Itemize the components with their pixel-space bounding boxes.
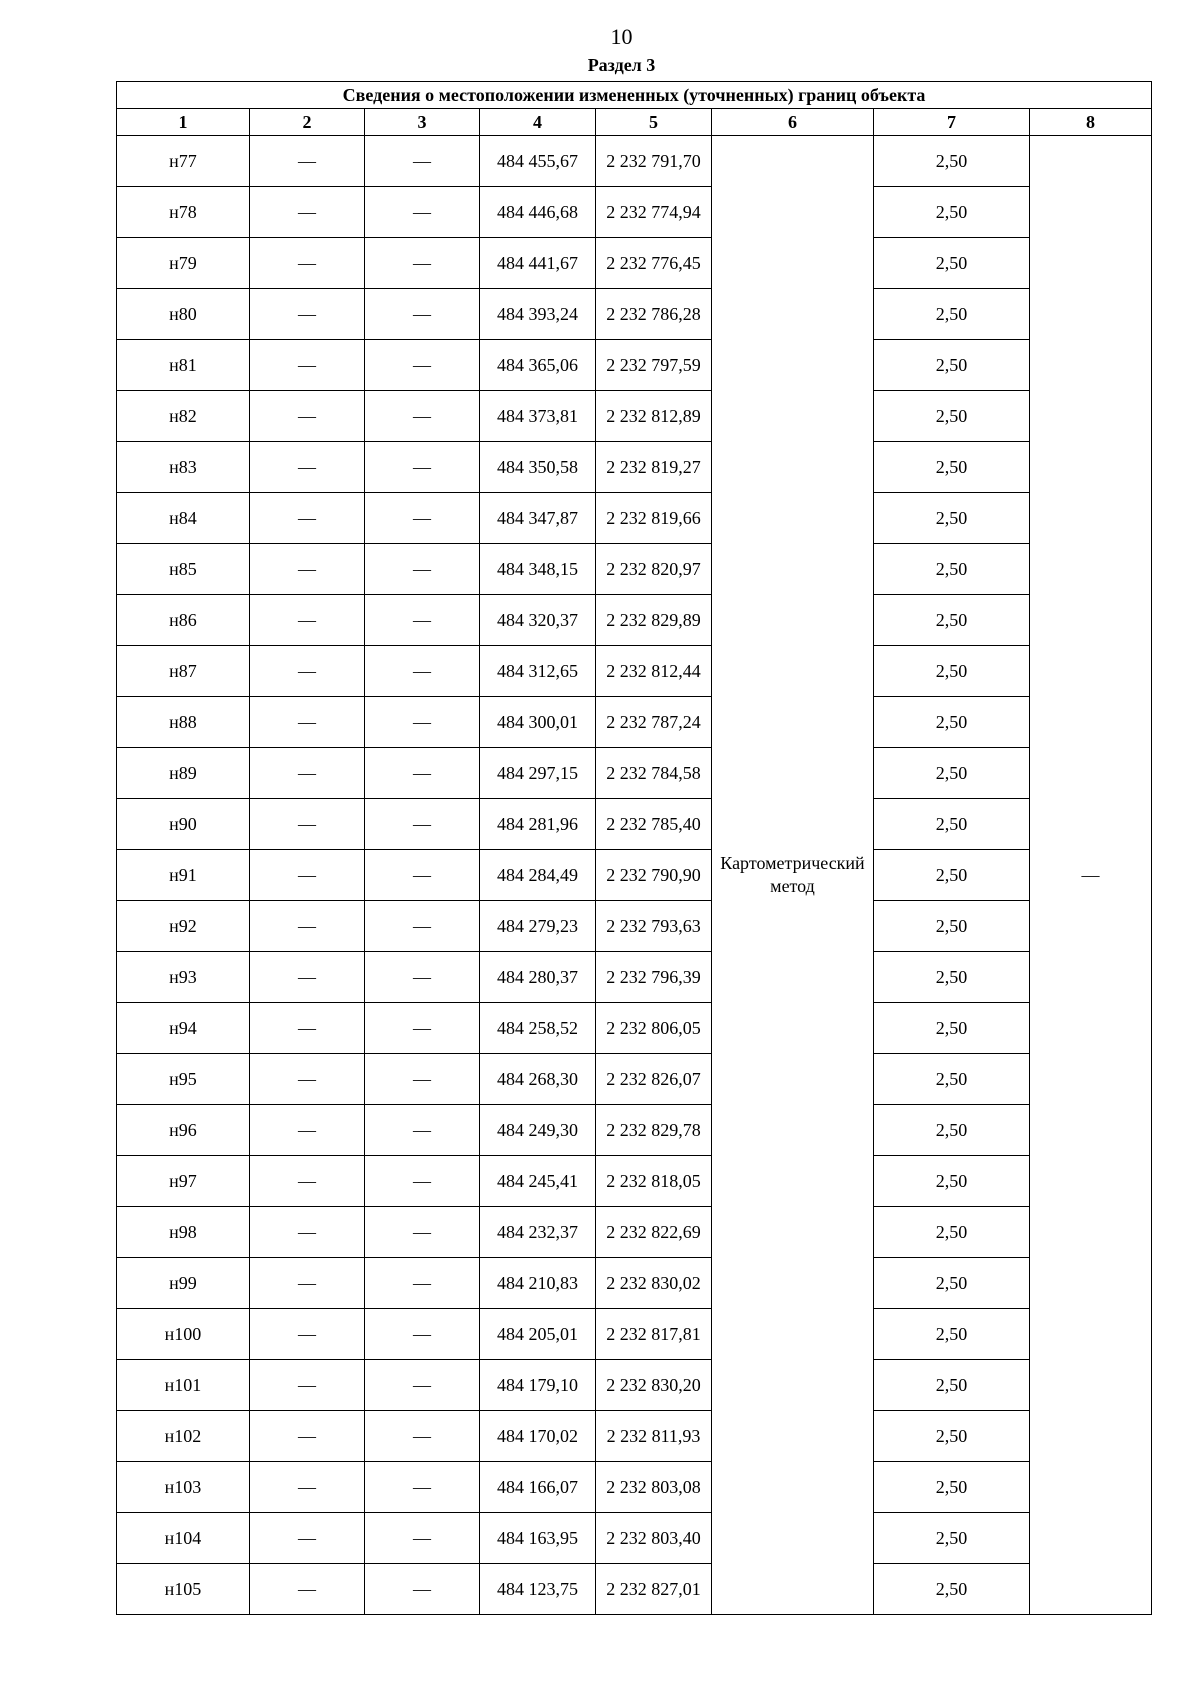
column-3-cell: — bbox=[365, 1258, 480, 1309]
column-3-cell: — bbox=[365, 1156, 480, 1207]
column-2-cell: — bbox=[250, 391, 365, 442]
point-number-cell: н94 bbox=[117, 1003, 250, 1054]
column-3-cell: — bbox=[365, 442, 480, 493]
point-number-cell: н105 bbox=[117, 1564, 250, 1615]
accuracy-cell: 2,50 bbox=[874, 493, 1030, 544]
point-number-cell: н90 bbox=[117, 799, 250, 850]
table-row bbox=[117, 1003, 1152, 1054]
table-row bbox=[117, 697, 1152, 748]
table-row bbox=[117, 544, 1152, 595]
column-3-cell: — bbox=[365, 391, 480, 442]
point-number-cell: н80 bbox=[117, 289, 250, 340]
point-number-cell: н99 bbox=[117, 1258, 250, 1309]
accuracy-cell: 2,50 bbox=[874, 1513, 1030, 1564]
table-row bbox=[117, 187, 1152, 238]
column-3-cell: — bbox=[365, 1309, 480, 1360]
table-row bbox=[117, 340, 1152, 391]
y-coordinate-cell: 2 232 819,27 bbox=[596, 442, 712, 493]
point-number-cell: н92 bbox=[117, 901, 250, 952]
table-row bbox=[117, 136, 1152, 187]
column-number: 3 bbox=[365, 109, 480, 136]
column-2-cell: — bbox=[250, 1003, 365, 1054]
column-3-cell: — bbox=[365, 289, 480, 340]
accuracy-cell: 2,50 bbox=[874, 1156, 1030, 1207]
x-coordinate-cell: 484 320,37 bbox=[480, 595, 596, 646]
method-cell: Картометрический метод bbox=[712, 136, 874, 1615]
table-row bbox=[117, 1411, 1152, 1462]
y-coordinate-cell: 2 232 803,08 bbox=[596, 1462, 712, 1513]
accuracy-cell: 2,50 bbox=[874, 136, 1030, 187]
table-row bbox=[117, 1360, 1152, 1411]
y-coordinate-cell: 2 232 811,93 bbox=[596, 1411, 712, 1462]
x-coordinate-cell: 484 281,96 bbox=[480, 799, 596, 850]
column-3-cell: — bbox=[365, 136, 480, 187]
accuracy-cell: 2,50 bbox=[874, 1564, 1030, 1615]
point-number-cell: н81 bbox=[117, 340, 250, 391]
x-coordinate-cell: 484 312,65 bbox=[480, 646, 596, 697]
accuracy-cell: 2,50 bbox=[874, 1003, 1030, 1054]
point-number-cell: н77 bbox=[117, 136, 250, 187]
point-number-cell: н88 bbox=[117, 697, 250, 748]
column-2-cell: — bbox=[250, 136, 365, 187]
accuracy-cell: 2,50 bbox=[874, 289, 1030, 340]
table-row bbox=[117, 1054, 1152, 1105]
point-number-cell: н103 bbox=[117, 1462, 250, 1513]
point-number-cell: н101 bbox=[117, 1360, 250, 1411]
x-coordinate-cell: 484 441,67 bbox=[480, 238, 596, 289]
table-row bbox=[117, 493, 1152, 544]
column-2-cell: — bbox=[250, 187, 365, 238]
table-row bbox=[117, 952, 1152, 1003]
table-row bbox=[117, 799, 1152, 850]
column-number: 1 bbox=[117, 109, 250, 136]
table-row bbox=[117, 1156, 1152, 1207]
x-coordinate-cell: 484 232,37 bbox=[480, 1207, 596, 1258]
table-row bbox=[117, 238, 1152, 289]
column-8-cell: — bbox=[1030, 136, 1152, 1615]
x-coordinate-cell: 484 268,30 bbox=[480, 1054, 596, 1105]
point-number-cell: н93 bbox=[117, 952, 250, 1003]
column-2-cell: — bbox=[250, 1309, 365, 1360]
column-3-cell: — bbox=[365, 1360, 480, 1411]
accuracy-cell: 2,50 bbox=[874, 850, 1030, 901]
column-3-cell: — bbox=[365, 1513, 480, 1564]
y-coordinate-cell: 2 232 786,28 bbox=[596, 289, 712, 340]
column-3-cell: — bbox=[365, 1564, 480, 1615]
column-2-cell: — bbox=[250, 1105, 365, 1156]
y-coordinate-cell: 2 232 822,69 bbox=[596, 1207, 712, 1258]
accuracy-cell: 2,50 bbox=[874, 952, 1030, 1003]
column-2-cell: — bbox=[250, 544, 365, 595]
accuracy-cell: 2,50 bbox=[874, 1105, 1030, 1156]
column-3-cell: — bbox=[365, 1411, 480, 1462]
column-2-cell: — bbox=[250, 1258, 365, 1309]
column-3-cell: — bbox=[365, 1003, 480, 1054]
point-number-cell: н78 bbox=[117, 187, 250, 238]
y-coordinate-cell: 2 232 797,59 bbox=[596, 340, 712, 391]
column-number: 6 bbox=[712, 109, 874, 136]
x-coordinate-cell: 484 245,41 bbox=[480, 1156, 596, 1207]
table-row bbox=[117, 1513, 1152, 1564]
column-2-cell: — bbox=[250, 595, 365, 646]
point-number-cell: н86 bbox=[117, 595, 250, 646]
x-coordinate-cell: 484 365,06 bbox=[480, 340, 596, 391]
x-coordinate-cell: 484 163,95 bbox=[480, 1513, 596, 1564]
column-3-cell: — bbox=[365, 187, 480, 238]
column-3-cell: — bbox=[365, 544, 480, 595]
accuracy-cell: 2,50 bbox=[874, 340, 1030, 391]
y-coordinate-cell: 2 232 829,89 bbox=[596, 595, 712, 646]
accuracy-cell: 2,50 bbox=[874, 1054, 1030, 1105]
column-3-cell: — bbox=[365, 901, 480, 952]
accuracy-cell: 2,50 bbox=[874, 1360, 1030, 1411]
column-2-cell: — bbox=[250, 1513, 365, 1564]
y-coordinate-cell: 2 232 796,39 bbox=[596, 952, 712, 1003]
table-row bbox=[117, 1309, 1152, 1360]
x-coordinate-cell: 484 393,24 bbox=[480, 289, 596, 340]
accuracy-cell: 2,50 bbox=[874, 391, 1030, 442]
column-2-cell: — bbox=[250, 952, 365, 1003]
table-row bbox=[117, 748, 1152, 799]
column-3-cell: — bbox=[365, 340, 480, 391]
table-row bbox=[117, 850, 1152, 901]
x-coordinate-cell: 484 123,75 bbox=[480, 1564, 596, 1615]
column-2-cell: — bbox=[250, 1462, 365, 1513]
table-row bbox=[117, 646, 1152, 697]
table-row bbox=[117, 1462, 1152, 1513]
column-2-cell: — bbox=[250, 238, 365, 289]
x-coordinate-cell: 484 279,23 bbox=[480, 901, 596, 952]
table-row bbox=[117, 1564, 1152, 1615]
table-body bbox=[117, 136, 1152, 1615]
y-coordinate-cell: 2 232 793,63 bbox=[596, 901, 712, 952]
accuracy-cell: 2,50 bbox=[874, 544, 1030, 595]
accuracy-cell: 2,50 bbox=[874, 1462, 1030, 1513]
point-number-cell: н97 bbox=[117, 1156, 250, 1207]
y-coordinate-cell: 2 232 817,81 bbox=[596, 1309, 712, 1360]
table-caption: Сведения о местоположении измененных (уточненных) границ объекта bbox=[117, 82, 1152, 109]
column-3-cell: — bbox=[365, 595, 480, 646]
x-coordinate-cell: 484 170,02 bbox=[480, 1411, 596, 1462]
table-row bbox=[117, 595, 1152, 646]
point-number-cell: н79 bbox=[117, 238, 250, 289]
point-number-cell: н104 bbox=[117, 1513, 250, 1564]
table-row bbox=[117, 1105, 1152, 1156]
y-coordinate-cell: 2 232 803,40 bbox=[596, 1513, 712, 1564]
table-row bbox=[117, 901, 1152, 952]
x-coordinate-cell: 484 373,81 bbox=[480, 391, 596, 442]
point-number-cell: н96 bbox=[117, 1105, 250, 1156]
column-3-cell: — bbox=[365, 1105, 480, 1156]
accuracy-cell: 2,50 bbox=[874, 1207, 1030, 1258]
column-2-cell: — bbox=[250, 850, 365, 901]
table-row bbox=[117, 289, 1152, 340]
column-2-cell: — bbox=[250, 1156, 365, 1207]
column-2-cell: — bbox=[250, 697, 365, 748]
accuracy-cell: 2,50 bbox=[874, 901, 1030, 952]
column-2-cell: — bbox=[250, 1360, 365, 1411]
column-3-cell: — bbox=[365, 646, 480, 697]
y-coordinate-cell: 2 232 827,01 bbox=[596, 1564, 712, 1615]
table-row bbox=[117, 1207, 1152, 1258]
column-3-cell: — bbox=[365, 1054, 480, 1105]
x-coordinate-cell: 484 348,15 bbox=[480, 544, 596, 595]
accuracy-cell: 2,50 bbox=[874, 238, 1030, 289]
point-number-cell: н100 bbox=[117, 1309, 250, 1360]
point-number-cell: н95 bbox=[117, 1054, 250, 1105]
x-coordinate-cell: 484 297,15 bbox=[480, 748, 596, 799]
column-2-cell: — bbox=[250, 442, 365, 493]
y-coordinate-cell: 2 232 791,70 bbox=[596, 136, 712, 187]
x-coordinate-cell: 484 210,83 bbox=[480, 1258, 596, 1309]
table-row bbox=[117, 442, 1152, 493]
column-2-cell: — bbox=[250, 1054, 365, 1105]
point-number-cell: н98 bbox=[117, 1207, 250, 1258]
column-2-cell: — bbox=[250, 748, 365, 799]
x-coordinate-cell: 484 179,10 bbox=[480, 1360, 596, 1411]
x-coordinate-cell: 484 455,67 bbox=[480, 136, 596, 187]
y-coordinate-cell: 2 232 819,66 bbox=[596, 493, 712, 544]
column-2-cell: — bbox=[250, 1564, 365, 1615]
x-coordinate-cell: 484 249,30 bbox=[480, 1105, 596, 1156]
column-3-cell: — bbox=[365, 1462, 480, 1513]
y-coordinate-cell: 2 232 790,90 bbox=[596, 850, 712, 901]
accuracy-cell: 2,50 bbox=[874, 646, 1030, 697]
column-2-cell: — bbox=[250, 799, 365, 850]
point-number-cell: н83 bbox=[117, 442, 250, 493]
boundary-coordinates-table bbox=[116, 81, 1152, 1615]
column-2-cell: — bbox=[250, 289, 365, 340]
y-coordinate-cell: 2 232 818,05 bbox=[596, 1156, 712, 1207]
accuracy-cell: 2,50 bbox=[874, 748, 1030, 799]
page-number: 10 bbox=[610, 24, 633, 49]
column-3-cell: — bbox=[365, 952, 480, 1003]
section-title: Раздел 3 bbox=[587, 55, 656, 75]
point-number-cell: н85 bbox=[117, 544, 250, 595]
x-coordinate-cell: 484 280,37 bbox=[480, 952, 596, 1003]
column-3-cell: — bbox=[365, 799, 480, 850]
x-coordinate-cell: 484 350,58 bbox=[480, 442, 596, 493]
column-2-cell: — bbox=[250, 340, 365, 391]
accuracy-cell: 2,50 bbox=[874, 442, 1030, 493]
point-number-cell: н91 bbox=[117, 850, 250, 901]
y-coordinate-cell: 2 232 820,97 bbox=[596, 544, 712, 595]
point-number-cell: н87 bbox=[117, 646, 250, 697]
y-coordinate-cell: 2 232 826,07 bbox=[596, 1054, 712, 1105]
y-coordinate-cell: 2 232 812,89 bbox=[596, 391, 712, 442]
accuracy-cell: 2,50 bbox=[874, 187, 1030, 238]
accuracy-cell: 2,50 bbox=[874, 799, 1030, 850]
accuracy-cell: 2,50 bbox=[874, 1309, 1030, 1360]
column-3-cell: — bbox=[365, 850, 480, 901]
column-2-cell: — bbox=[250, 1411, 365, 1462]
x-coordinate-cell: 484 166,07 bbox=[480, 1462, 596, 1513]
y-coordinate-cell: 2 232 776,45 bbox=[596, 238, 712, 289]
column-3-cell: — bbox=[365, 1207, 480, 1258]
y-coordinate-cell: 2 232 830,02 bbox=[596, 1258, 712, 1309]
y-coordinate-cell: 2 232 806,05 bbox=[596, 1003, 712, 1054]
x-coordinate-cell: 484 300,01 bbox=[480, 697, 596, 748]
y-coordinate-cell: 2 232 829,78 bbox=[596, 1105, 712, 1156]
column-3-cell: — bbox=[365, 238, 480, 289]
column-number-row bbox=[117, 109, 1152, 136]
point-number-cell: н89 bbox=[117, 748, 250, 799]
column-2-cell: — bbox=[250, 901, 365, 952]
table-row bbox=[117, 391, 1152, 442]
x-coordinate-cell: 484 446,68 bbox=[480, 187, 596, 238]
point-number-cell: н102 bbox=[117, 1411, 250, 1462]
y-coordinate-cell: 2 232 785,40 bbox=[596, 799, 712, 850]
column-number: 4 bbox=[480, 109, 596, 136]
table-row bbox=[117, 1258, 1152, 1309]
x-coordinate-cell: 484 205,01 bbox=[480, 1309, 596, 1360]
point-number-cell: н82 bbox=[117, 391, 250, 442]
y-coordinate-cell: 2 232 784,58 bbox=[596, 748, 712, 799]
column-number: 2 bbox=[250, 109, 365, 136]
y-coordinate-cell: 2 232 830,20 bbox=[596, 1360, 712, 1411]
column-2-cell: — bbox=[250, 493, 365, 544]
column-2-cell: — bbox=[250, 646, 365, 697]
y-coordinate-cell: 2 232 812,44 bbox=[596, 646, 712, 697]
x-coordinate-cell: 484 347,87 bbox=[480, 493, 596, 544]
accuracy-cell: 2,50 bbox=[874, 697, 1030, 748]
column-number: 7 bbox=[874, 109, 1030, 136]
accuracy-cell: 2,50 bbox=[874, 1411, 1030, 1462]
y-coordinate-cell: 2 232 787,24 bbox=[596, 697, 712, 748]
accuracy-cell: 2,50 bbox=[874, 595, 1030, 646]
column-number: 8 bbox=[1030, 109, 1152, 136]
column-3-cell: — bbox=[365, 697, 480, 748]
column-3-cell: — bbox=[365, 748, 480, 799]
x-coordinate-cell: 484 284,49 bbox=[480, 850, 596, 901]
accuracy-cell: 2,50 bbox=[874, 1258, 1030, 1309]
point-number-cell: н84 bbox=[117, 493, 250, 544]
column-number: 5 bbox=[596, 109, 712, 136]
column-3-cell: — bbox=[365, 493, 480, 544]
y-coordinate-cell: 2 232 774,94 bbox=[596, 187, 712, 238]
x-coordinate-cell: 484 258,52 bbox=[480, 1003, 596, 1054]
column-2-cell: — bbox=[250, 1207, 365, 1258]
